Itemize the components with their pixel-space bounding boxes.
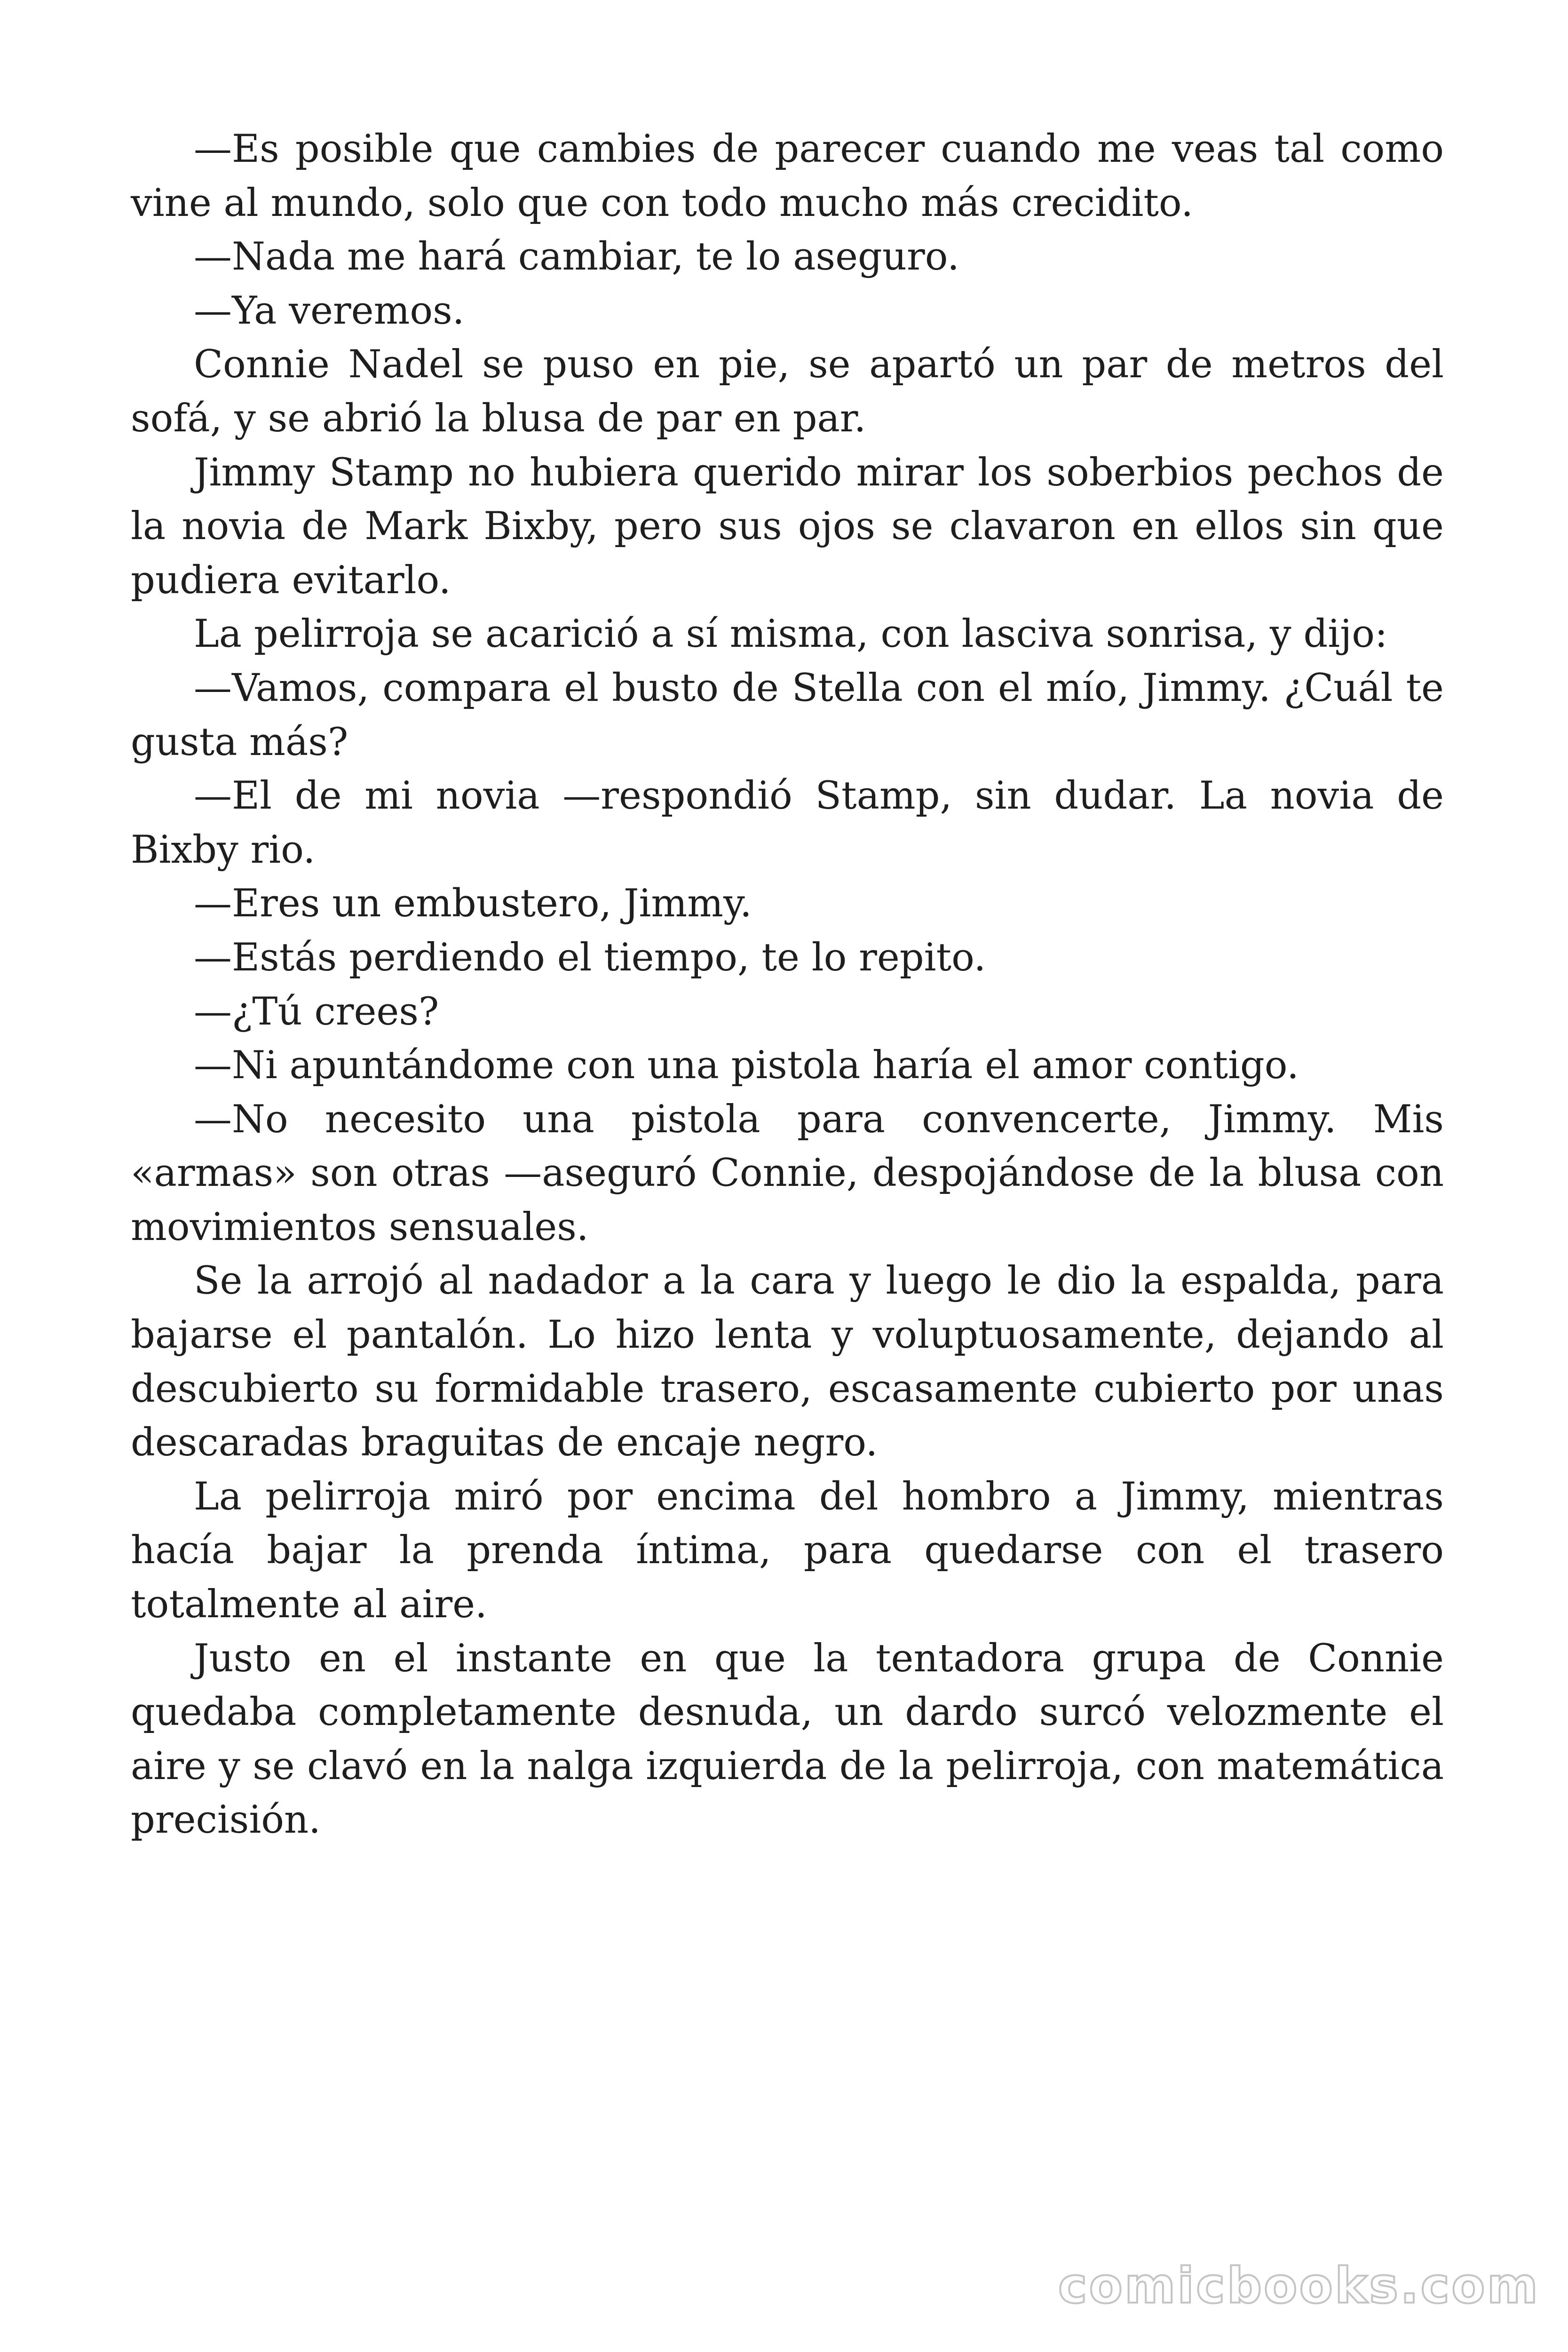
paragraph: —No necesito una pistola para convencerte, Jimmy. Mis «armas» son otras —aseguró Connie, despojándose de la blusa con movimientos sensuales. xyxy=(131,1097,1444,1249)
paragraph: La pelirroja se acarició a sí misma, con lasciva sonrisa, y dijo: xyxy=(194,612,1388,657)
paragraph: —Eres un embustero, Jimmy. xyxy=(194,882,752,926)
paragraph: —Estás perdiendo el tiempo, te lo repito. xyxy=(194,935,986,980)
paragraph: Justo en el instante en que la tentadora grupa de Connie quedaba completamente desnuda, un dardo surcó velozmente el aire y se clavó en la nalga izquierda de la pelirroja, con matemática precisión. xyxy=(131,1636,1444,1843)
paragraph: —Ya veremos. xyxy=(194,288,465,333)
paragraph: —Nada me hará cambiar, te lo aseguro. xyxy=(194,235,959,279)
watermark: comicbooks.com xyxy=(1058,2257,1540,2314)
paragraph: —Ni apuntándome con una pistola haría el amor contigo. xyxy=(194,1043,1299,1088)
paragraph: La pelirroja miró por encima del hombro a Jimmy, mientras hacía bajar la prenda íntima, para quedarse con el trasero totalmente al aire. xyxy=(131,1474,1444,1627)
body-text xyxy=(131,122,1444,1847)
paragraph: Connie Nadel se puso en pie, se apartó un par de metros del sofá, y se abrió la blusa de par en par. xyxy=(131,342,1444,441)
paragraph: Jimmy Stamp no hubiera querido mirar los soberbios pechos de la novia de Mark Bixby, pero sus ojos se clavaron en ellos sin que pudiera evitarlo. xyxy=(131,450,1444,603)
paragraph: —¿Tú crees? xyxy=(194,989,439,1034)
paragraph: —El de mi novia —respondió Stamp, sin dudar. La novia de Bixby rio. xyxy=(131,774,1444,872)
paragraph: Se la arrojó al nadador a la cara y luego le dio la espalda, para bajarse el pantalón. Lo hizo lenta y voluptuosamente, dejando al descubierto su formidable trasero, escasamente cubierto por unas descaradas braguitas de encaje negro. xyxy=(131,1259,1444,1465)
paragraph: —Vamos, compara el busto de Stella con el mío, Jimmy. ¿Cuál te gusta más? xyxy=(131,666,1444,764)
paragraph: —Es posible que cambies de parecer cuando me veas tal como vine al mundo, solo que con todo mucho más crecidito. xyxy=(131,127,1444,225)
